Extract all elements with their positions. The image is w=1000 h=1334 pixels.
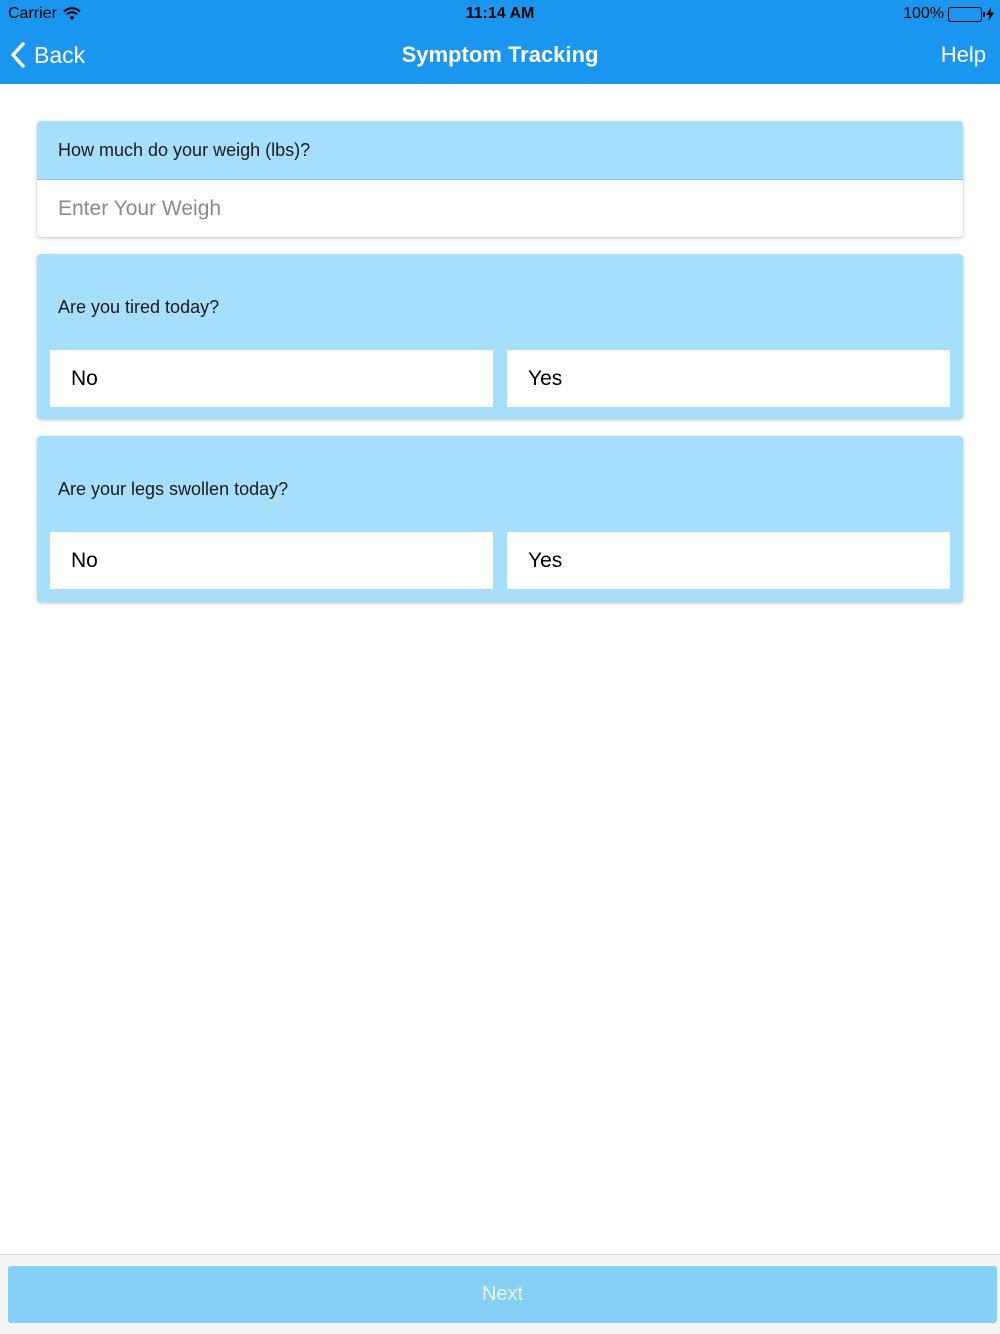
battery-indicator bbox=[903, 5, 994, 23]
weight-question-label: How much do your weigh (lbs)? bbox=[58, 139, 311, 160]
tired-question-label: Are you tired today? bbox=[58, 297, 220, 317]
next-button[interactable]: Next bbox=[8, 1266, 997, 1323]
status-bar bbox=[0, 0, 1000, 28]
legs-swollen-no-option[interactable]: No bbox=[50, 532, 493, 589]
back-label: Back bbox=[34, 41, 86, 68]
navigation-header bbox=[0, 0, 1000, 84]
legs-swollen-question-card bbox=[37, 436, 963, 602]
carrier-label: Carrier bbox=[8, 5, 57, 22]
legs-swollen-question-label: Are your legs swollen today? bbox=[58, 479, 289, 499]
weight-input[interactable] bbox=[37, 179, 963, 237]
page-title: Symptom Tracking bbox=[401, 42, 599, 67]
bolt-icon bbox=[986, 7, 994, 21]
tired-yes-option[interactable]: Yes bbox=[507, 350, 950, 407]
battery-icon bbox=[948, 7, 982, 22]
footer-bar bbox=[0, 1254, 1000, 1334]
tired-question-card bbox=[37, 254, 963, 419]
battery-percentage: 100% bbox=[903, 5, 944, 22]
tired-no-option[interactable]: No bbox=[50, 350, 493, 407]
clock: 11:14 AM bbox=[465, 5, 535, 22]
legs-swollen-yes-option[interactable]: Yes bbox=[507, 532, 950, 589]
weight-question-card bbox=[37, 121, 963, 237]
help-button[interactable]: Help bbox=[940, 42, 986, 67]
